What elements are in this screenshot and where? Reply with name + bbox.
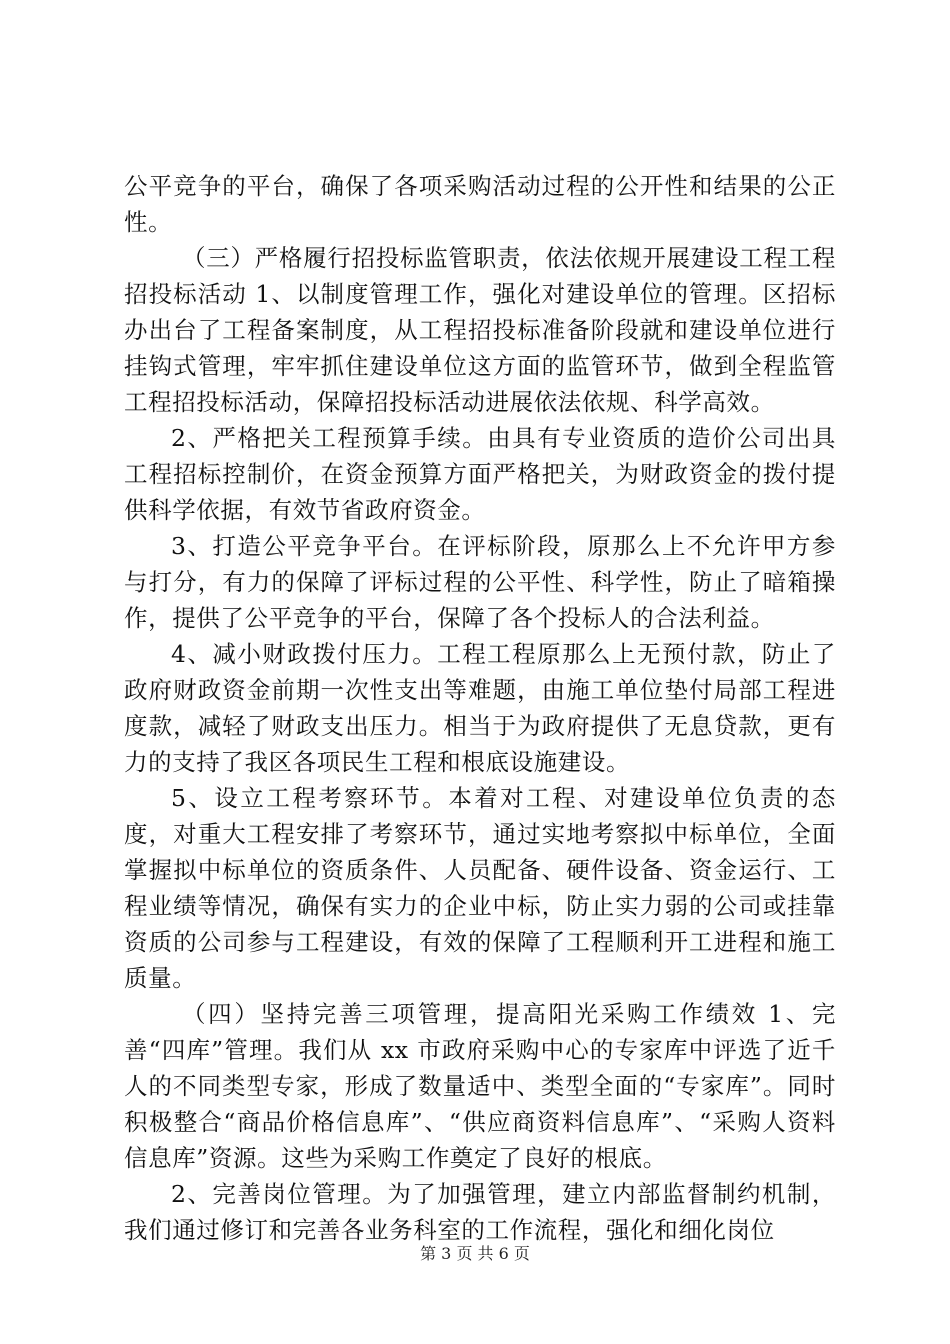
paragraph-item-3-fair-competition: 3、打造公平竞争平台。在评标阶段，原那么上不允许甲方参与打分，有力的保障了评标过程的公平性、科学性，防止了暗箱操作，提供了公平竞争的平台，保障了各个投标人的合法利益。 [124,532,836,632]
paragraph-item-2-post-management: 2、完善岗位管理。为了加强管理，建立内部监督制约机制，我们通过修订和完善各业务科室的工作流程，强化和细化岗位 [124,1180,836,1244]
document-body [124,168,836,1248]
paragraph-section-four: （四）坚持完善三项管理，提高阳光采购工作绩效 1、完善“四库”管理。我们从 xx 市政府采购中心的专家库中评选了近千人的不同类型专家，形成了数量适中、类型全面的“专家库”。同时积极整合“商品价格信息库”、“供应商资料信息库”、“采购人资料信息库”资源。这些为采购工作奠定了良好的根底。 [124,1000,836,1172]
paragraph-item-4-payment-pressure: 4、减小财政拨付压力。工程工程原那么上无预付款，防止了政府财政资金前期一次性支出等难题，由施工单位垫付局部工程进度款，减轻了财政支出压力。相当于为政府提供了无息贷款，更有力的支持了我区各项民生工程和根底设施建设。 [124,640,836,776]
page-footer: 第 3 页 共 6 页 [420,1244,530,1263]
paragraph-continuation: 公平竞争的平台，确保了各项采购活动过程的公开性和结果的公正性。 [124,172,836,236]
paragraph-section-three: （三）严格履行招投标监管职责，依法依规开展建设工程工程招投标活动 1、以制度管理工作，强化对建设单位的管理。区招标办出台了工程备案制度，从工程招投标准备阶段就和建设单位进行挂钩式管理，牢牢抓住建设单位这方面的监管环节，做到全程监管工程招投标活动，保障招投标活动进展依法依规、科学高效。 [124,244,836,416]
paragraph-item-2-budget: 2、严格把关工程预算手续。由具有专业资质的造价公司出具工程招标控制价，在资金预算方面严格把关，为财政资金的拨付提供科学依据，有效节省政府资金。 [124,424,836,524]
paragraph-item-5-inspection: 5、设立工程考察环节。本着对工程、对建设单位负责的态度，对重大工程安排了考察环节，通过实地考察拟中标单位，全面掌握拟中标单位的资质条件、人员配备、硬件设备、资金运行、工程业绩等情况，确保有实力的企业中标，防止实力弱的公司或挂靠资质的公司参与工程建设，有效的保障了工程顺利开工进程和施工质量。 [124,784,836,992]
